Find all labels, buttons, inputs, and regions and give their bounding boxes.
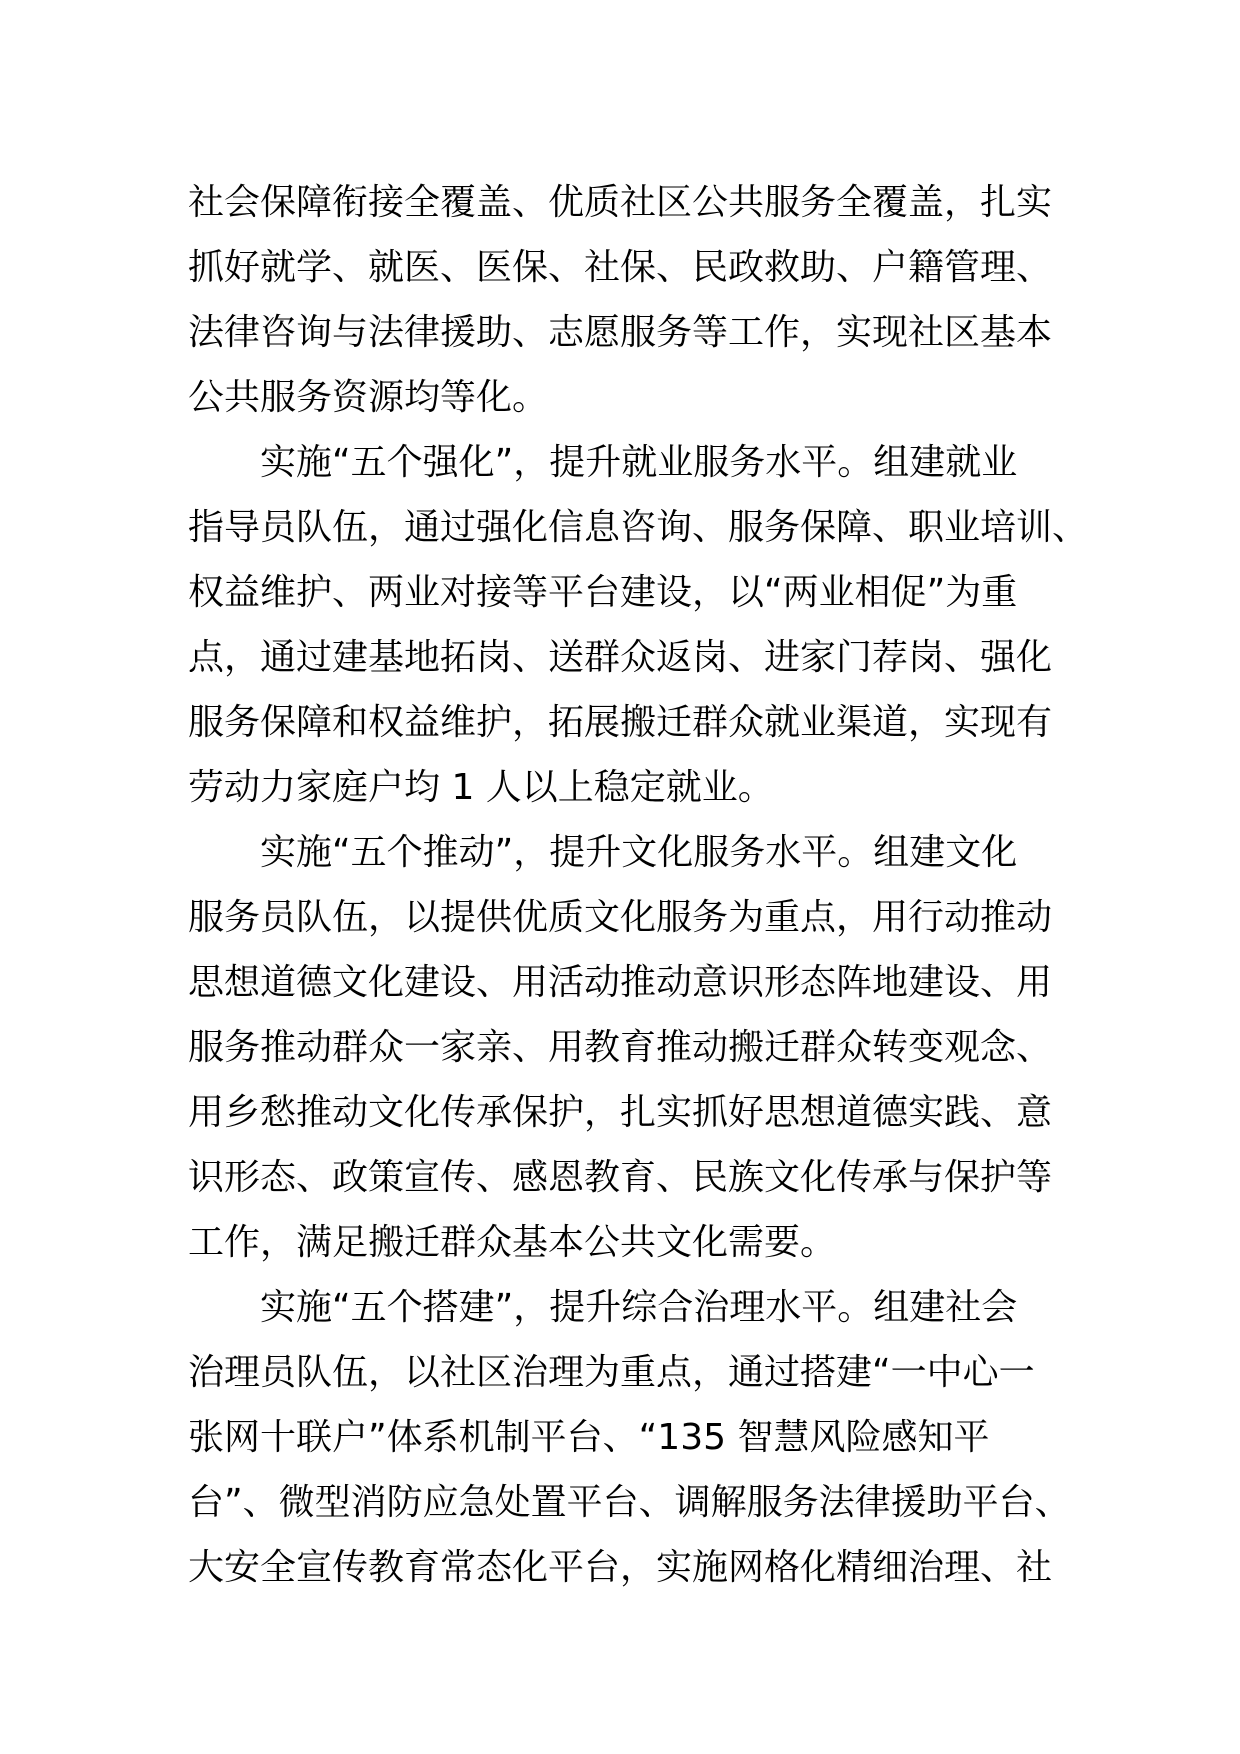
paragraph-first-line: 实施“五个推动”，提升文化服务水平。组建文化: [260, 832, 1018, 873]
text-line: 抓好就学、就医、医保、社保、民政救助、户籍管理、: [188, 247, 1053, 288]
text-line: 法律咨询与法律援助、志愿服务等工作，实现社区基本: [188, 312, 1053, 353]
text-line: 服务推动群众一家亲、用教育推动搬迁群众转变观念、: [188, 1027, 1053, 1068]
paragraph-first-line: 实施“五个搭建”，提升综合治理水平。组建社会: [260, 1287, 1018, 1328]
text-line: 张网十联户”体系机制平台、“135 智慧风险感知平: [188, 1417, 990, 1458]
text-line: 思想道德文化建设、用活动推动意识形态阵地建设、用: [188, 962, 1053, 1003]
paragraph-first-line: 实施“五个强化”，提升就业服务水平。组建就业: [260, 442, 1018, 483]
text-line: 服务员队伍，以提供优质文化服务为重点，用行动推动: [188, 897, 1053, 938]
text-line: 工作，满足搬迁群众基本公共文化需要。: [188, 1222, 837, 1263]
text-line: 大安全宣传教育常态化平台，实施网格化精细治理、社: [188, 1547, 1053, 1588]
text-line: 公共服务资源均等化。: [188, 377, 549, 418]
text-line: 权益维护、两业对接等平台建设，以“两业相促”为重: [188, 572, 1018, 613]
document-body: [188, 170, 1089, 1600]
text-line: 台”、微型消防应急处置平台、调解服务法律援助平台、: [188, 1482, 1071, 1523]
text-line: 指导员队伍，通过强化信息咨询、服务保障、职业培训、: [188, 507, 1089, 548]
text-line: 点，通过建基地拓岗、送群众返岗、进家门荐岗、强化: [188, 637, 1053, 678]
text-line: 识形态、政策宣传、感恩教育、民族文化传承与保护等: [188, 1157, 1053, 1198]
text-line: 用乡愁推动文化传承保护，扎实抓好思想道德实践、意: [188, 1092, 1053, 1133]
text-line: 社会保障衔接全覆盖、优质社区公共服务全覆盖，扎实: [188, 182, 1053, 223]
text-line: 治理员队伍，以社区治理为重点，通过搭建“一中心一: [188, 1352, 1035, 1393]
text-line: 服务保障和权益维护，拓展搬迁群众就业渠道，实现有: [188, 702, 1053, 743]
text-line: 劳动力家庭户均 1 人以上稳定就业。: [188, 767, 774, 808]
